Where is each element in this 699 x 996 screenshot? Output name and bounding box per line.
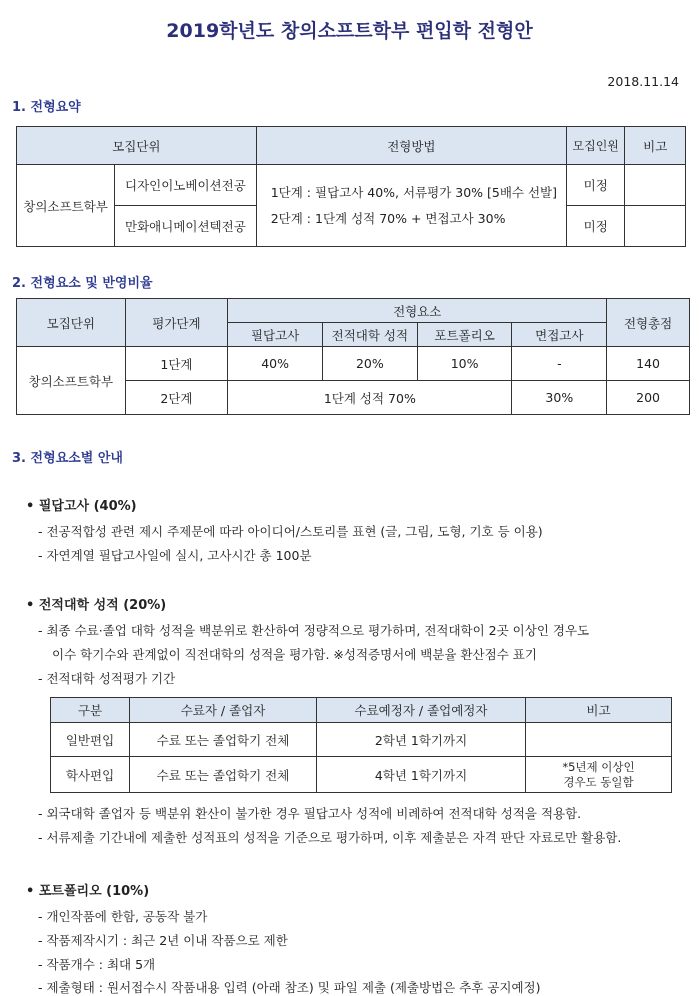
unit-cell: 창의소프트학부 <box>17 347 126 415</box>
summary-table <box>16 126 686 247</box>
stage2-merged: 1단계 성적 70% <box>228 381 512 415</box>
bachelor-graduates: 수료 또는 졸업학기 전체 <box>130 757 317 793</box>
header-prior-grades: 전적대학 성적 <box>322 323 417 347</box>
header-elements: 전형요소 <box>228 299 607 323</box>
portfolio-line-4: - 제출형태 : 원서접수시 작품내용 입력 (아래 참조) 및 파일 제출 (제출방법은 추후 공지예정) <box>38 980 541 995</box>
stage-1: 1단계 <box>125 347 228 381</box>
general-expected: 2학년 1학기까지 <box>317 723 526 757</box>
portfolio-line-1: - 개인작품에 한함, 공동작 불가 <box>38 909 208 924</box>
method-stage1: 1단계 : 필답고사 40%, 서류평가 30% [5배수 선발] <box>270 184 558 200</box>
bachelor-note-1: *5년제 이상인 <box>562 759 635 774</box>
header-portfolio: 포트폴리오 <box>417 323 512 347</box>
header-written-exam: 필답고사 <box>228 323 323 347</box>
page-title: 2019학년도 창의소프트학부 편입학 전형안 <box>166 20 533 42</box>
stage2-interview: 30% <box>512 381 607 415</box>
unit-cell: 창의소프트학부 <box>17 165 115 247</box>
section-1-heading: 1. 전형요약 <box>12 100 81 115</box>
prior-grades-line-2: - 전적대학 성적평가 기간 <box>38 671 176 686</box>
header-graduates: 수료자 / 졸업자 <box>130 698 317 723</box>
prior-grades-line-3: - 외국대학 졸업자 등 백분위 환산이 불가한 경우 필답고사 성적에 비례하여 전적대학 성적을 적용함. <box>38 806 582 821</box>
type-general: 일반편입 <box>51 723 130 757</box>
stage1-total: 140 <box>607 347 690 381</box>
prior-grades-line-1: - 최종 수료·졸업 대학 성적을 백분위로 환산하여 정량적으로 평가하며, 전적대학이 2곳 이상인 경우도 <box>38 623 590 638</box>
stage-2: 2단계 <box>125 381 228 415</box>
section-2-heading: 2. 전형요소 및 반영비율 <box>12 276 153 291</box>
header-type: 구분 <box>51 698 130 723</box>
method-stage2: 2단계 : 1단계 성적 70% + 면접고사 30% <box>270 210 506 226</box>
document-date: 2018.11.14 <box>607 74 679 89</box>
ratio-table <box>16 298 690 415</box>
stage1-grades: 20% <box>322 347 417 381</box>
section-3-heading: 3. 전형요소별 안내 <box>12 451 123 466</box>
bullet-portfolio: • 포트폴리오 (10%) <box>26 884 150 899</box>
header-unit: 모집단위 <box>17 299 126 347</box>
type-bachelor: 학사편입 <box>51 757 130 793</box>
note-design <box>625 165 686 206</box>
header-note: 비고 <box>526 698 672 723</box>
major-animation: 만화애니메이션텍전공 <box>115 206 257 247</box>
general-note <box>526 723 672 757</box>
bachelor-note-2: 경우도 동일함 <box>563 774 634 789</box>
header-expected: 수료예정자 / 졸업예정자 <box>317 698 526 723</box>
bachelor-expected: 4학년 1학기까지 <box>317 757 526 793</box>
quota-design: 미정 <box>566 165 625 206</box>
general-graduates: 수료 또는 졸업학기 전체 <box>130 723 317 757</box>
prior-grades-line-4: - 서류제출 기간내에 제출한 성적표의 성적을 기준으로 평가하며, 이후 제출분은 자격 판단 자료로만 활용함. <box>38 830 622 845</box>
stage1-written: 40% <box>228 347 323 381</box>
header-quota: 모집인원 <box>566 127 625 165</box>
stage1-portfolio: 10% <box>417 347 512 381</box>
note-animation <box>625 206 686 247</box>
portfolio-line-3: - 작품개수 : 최대 5개 <box>38 957 156 972</box>
header-unit: 모집단위 <box>17 127 257 165</box>
portfolio-line-2: - 작품제작시기 : 최근 2년 이내 작품으로 제한 <box>38 933 288 948</box>
header-interview: 면접고사 <box>512 323 607 347</box>
stage1-interview: - <box>512 347 607 381</box>
bullet-written-exam: • 필답고사 (40%) <box>26 499 137 514</box>
header-total: 전형총점 <box>607 299 690 347</box>
header-stage: 평가단계 <box>125 299 228 347</box>
stage2-total: 200 <box>607 381 690 415</box>
grade-period-table <box>50 697 672 793</box>
quota-animation: 미정 <box>566 206 625 247</box>
bullet-prior-grades: • 전적대학 성적 (20%) <box>26 598 167 613</box>
major-design: 디자인이노베이션전공 <box>115 165 257 206</box>
written-exam-line-2: - 자연계열 필답고사일에 실시, 고사시간 총 100분 <box>38 548 312 563</box>
prior-grades-line-1b: 이수 학기수와 관계없이 직전대학의 성적을 평가함. ※성적증명서에 백분율 환산점수 표기 <box>52 647 537 662</box>
written-exam-line-1: - 전공적합성 관련 제시 주제문에 따라 아이디어/스토리를 표현 (글, 그림, 도형, 기호 등 이용) <box>38 524 543 539</box>
header-note: 비고 <box>625 127 686 165</box>
header-method: 전형방법 <box>256 127 566 165</box>
